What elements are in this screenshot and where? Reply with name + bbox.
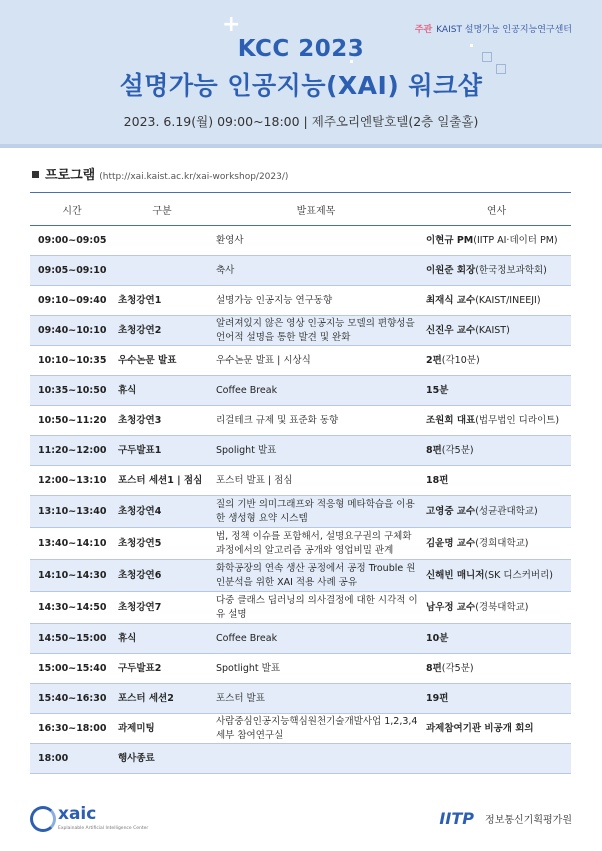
column-header: 구분: [114, 193, 210, 226]
speaker-name: 이현규 PM: [426, 234, 474, 246]
row-time: 16:30~18:00: [30, 714, 114, 744]
xaic-logo-subtext: Explainable Artificial Intelligence Center: [58, 826, 149, 831]
row-category: [114, 256, 210, 286]
row-title: 포스터 발표: [210, 684, 422, 714]
table-row: [30, 528, 571, 560]
speaker-name: 조원희 대표: [426, 414, 476, 426]
program-heading: [32, 164, 288, 183]
row-title: 화학공장의 연속 생산 공정에서 공정 Trouble 원인분석을 위한 XAI 적용 사례 공유: [210, 560, 422, 592]
table-header-row: [30, 193, 571, 226]
row-title: 질의 기반 의미그래프와 적응형 메타학습을 이용한 생성형 요약 시스템: [210, 496, 422, 528]
row-category: 초청강연6: [114, 560, 210, 592]
column-header: 연사: [422, 193, 571, 226]
row-category: 포스터 세션2: [114, 684, 210, 714]
xaic-logo-text: xaic: [58, 804, 97, 824]
row-title: 리걸테크 규제 및 표준화 동향: [210, 406, 422, 436]
row-time: 15:00~15:40: [30, 654, 114, 684]
row-speaker: [422, 436, 571, 466]
row-category: [114, 226, 210, 256]
event-date-venue: 2023. 6.19(월) 09:00~18:00 | 제주오리엔탈호텔(2층 일출홀): [123, 114, 479, 129]
speaker-name: 과제참여기관 비공개 회의: [426, 722, 534, 734]
event-title: KCC 2023: [237, 36, 365, 62]
row-speaker: [422, 592, 571, 624]
speaker-name: 8편: [426, 662, 442, 674]
program-url: (http://xai.kaist.ac.kr/xai-workshop/2023/): [99, 172, 289, 182]
row-speaker: [422, 226, 571, 256]
row-category: 초청강연5: [114, 528, 210, 560]
row-speaker: [422, 256, 571, 286]
row-category: 초청강연3: [114, 406, 210, 436]
row-time: 10:50~11:20: [30, 406, 114, 436]
row-title: 축사: [210, 256, 422, 286]
speaker-affiliation: (경희대학교): [475, 537, 529, 549]
table-row: [30, 560, 571, 592]
row-time: 09:00~09:05: [30, 226, 114, 256]
row-time: 14:30~14:50: [30, 592, 114, 624]
table-row: [30, 624, 571, 654]
host-label: 주관: [414, 25, 433, 35]
row-time: 10:10~10:35: [30, 346, 114, 376]
row-category: 포스터 세션1 | 점심: [114, 466, 210, 496]
speaker-name: 최재식 교수: [426, 294, 476, 306]
table-row: [30, 744, 571, 774]
table-row: [30, 286, 571, 316]
speaker-affiliation: (각5분): [441, 662, 474, 674]
row-time: 10:35~10:50: [30, 376, 114, 406]
row-speaker: [422, 316, 571, 346]
row-time: 12:00~13:10: [30, 466, 114, 496]
host-info: [415, 22, 572, 35]
row-title: 설명가능 인공지능 연구동향: [210, 286, 422, 316]
row-category: 구두발표1: [114, 436, 210, 466]
host-org: KAIST 설명가능 인공지능연구센터: [436, 25, 572, 35]
table-row: [30, 684, 571, 714]
table-row: [30, 226, 571, 256]
table-row: [30, 316, 571, 346]
speaker-name: 이원준 회장: [426, 264, 476, 276]
row-category: 휴식: [114, 624, 210, 654]
row-time: 14:10~14:30: [30, 560, 114, 592]
speaker-name: 신진우 교수: [426, 324, 476, 336]
speaker-affiliation: (법무법인 디라이트): [475, 414, 560, 426]
table-row: [30, 654, 571, 684]
program-table: [30, 192, 571, 774]
table-row: [30, 406, 571, 436]
table-row: [30, 376, 571, 406]
speaker-affiliation: (KAIST/INEEJI): [475, 294, 541, 306]
row-title: Spolight 발표: [210, 436, 422, 466]
square-bullet-icon: [32, 171, 39, 178]
row-category: 초청강연7: [114, 592, 210, 624]
speaker-affiliation: (각5분): [441, 444, 474, 456]
row-speaker: [422, 346, 571, 376]
row-speaker: [422, 376, 571, 406]
program-heading-text: 프로그램: [45, 168, 96, 183]
speaker-name: 8편: [426, 444, 442, 456]
speaker-affiliation: (SK 디스커버리): [484, 569, 553, 581]
speaker-affiliation: (경북대학교): [475, 601, 529, 613]
table-row: [30, 496, 571, 528]
speaker-name: 고영중 교수: [426, 505, 476, 517]
row-time: 15:40~16:30: [30, 684, 114, 714]
plus-decoration-icon: +: [222, 12, 241, 37]
row-category: 우수논문 발표: [114, 346, 210, 376]
row-title: 사람중심인공지능핵심원천기술개발사업 1,2,3,4세부 참여연구실: [210, 714, 422, 744]
row-speaker: [422, 744, 571, 774]
row-speaker: [422, 714, 571, 744]
row-category: 휴식: [114, 376, 210, 406]
table-row: [30, 714, 571, 744]
row-category: 초청강연4: [114, 496, 210, 528]
footer: [0, 800, 602, 851]
event-subtitle: 설명가능 인공지능(XAI) 워크샵: [119, 71, 483, 100]
row-category: 구두발표2: [114, 654, 210, 684]
speaker-name: 10분: [426, 632, 449, 644]
row-title: 환영사: [210, 226, 422, 256]
speaker-affiliation: (한국정보과학회): [475, 264, 547, 276]
table-row: [30, 256, 571, 286]
row-speaker: [422, 406, 571, 436]
iitp-logo-mark: IITP: [439, 809, 474, 828]
row-category: 초청강연2: [114, 316, 210, 346]
speaker-affiliation: (성균관대학교): [475, 505, 538, 517]
row-title: Spotlight 발표: [210, 654, 422, 684]
table-row: [30, 466, 571, 496]
speaker-name: 18편: [426, 474, 449, 486]
row-speaker: [422, 654, 571, 684]
row-category: 과제미팅: [114, 714, 210, 744]
row-time: 09:40~10:10: [30, 316, 114, 346]
row-speaker: [422, 624, 571, 654]
header-banner: [0, 0, 602, 148]
speaker-affiliation: (IITP AI·데이터 PM): [473, 234, 558, 246]
row-time: 09:05~09:10: [30, 256, 114, 286]
row-time: 14:50~15:00: [30, 624, 114, 654]
row-title: Coffee Break: [210, 624, 422, 654]
row-title: 법, 정책 이슈를 포함해서, 설명요구권의 구체화 과정에서의 알고리즘 공개와 영업비밀 관계: [210, 528, 422, 560]
row-title: Coffee Break: [210, 376, 422, 406]
speaker-affiliation: (KAIST): [475, 324, 510, 336]
row-time: 09:10~09:40: [30, 286, 114, 316]
speaker-name: 김윤명 교수: [426, 537, 476, 549]
header-divider: [0, 144, 602, 148]
row-category: 초청강연1: [114, 286, 210, 316]
row-title: 포스터 발표 | 점심: [210, 466, 422, 496]
row-speaker: [422, 528, 571, 560]
row-category: 행사종료: [114, 744, 210, 774]
row-time: 11:20~12:00: [30, 436, 114, 466]
row-title: 다중 클래스 딥러닝의 의사결정에 대한 시각적 이유 설명: [210, 592, 422, 624]
row-time: 13:10~13:40: [30, 496, 114, 528]
column-header: 발표제목: [210, 193, 422, 226]
speaker-name: 남우정 교수: [426, 601, 476, 613]
column-header: 시간: [30, 193, 114, 226]
table-row: [30, 592, 571, 624]
row-speaker: [422, 466, 571, 496]
speaker-name: 신해빈 매니저: [426, 569, 485, 581]
row-time: 18:00: [30, 744, 114, 774]
row-speaker: [422, 496, 571, 528]
row-title: 알려져있지 않은 영상 인공지능 모델의 편향성을 언어적 설명을 통한 발견 및 완화: [210, 316, 422, 346]
speaker-name: 2편: [426, 354, 442, 366]
row-speaker: [422, 286, 571, 316]
table-row: [30, 436, 571, 466]
row-title: 우수논문 발표 | 시상식: [210, 346, 422, 376]
speaker-name: 15분: [426, 384, 449, 396]
program-table-body: [30, 226, 571, 774]
row-speaker: [422, 560, 571, 592]
row-time: 13:40~14:10: [30, 528, 114, 560]
iitp-org-name: 정보통신기획평가원: [485, 815, 572, 826]
row-title: [210, 744, 422, 774]
table-row: [30, 346, 571, 376]
iitp-logo: [439, 808, 572, 828]
speaker-name: 19편: [426, 692, 449, 704]
row-speaker: [422, 684, 571, 714]
xaic-ring-icon: [30, 806, 56, 832]
speaker-affiliation: (각10분): [441, 354, 480, 366]
